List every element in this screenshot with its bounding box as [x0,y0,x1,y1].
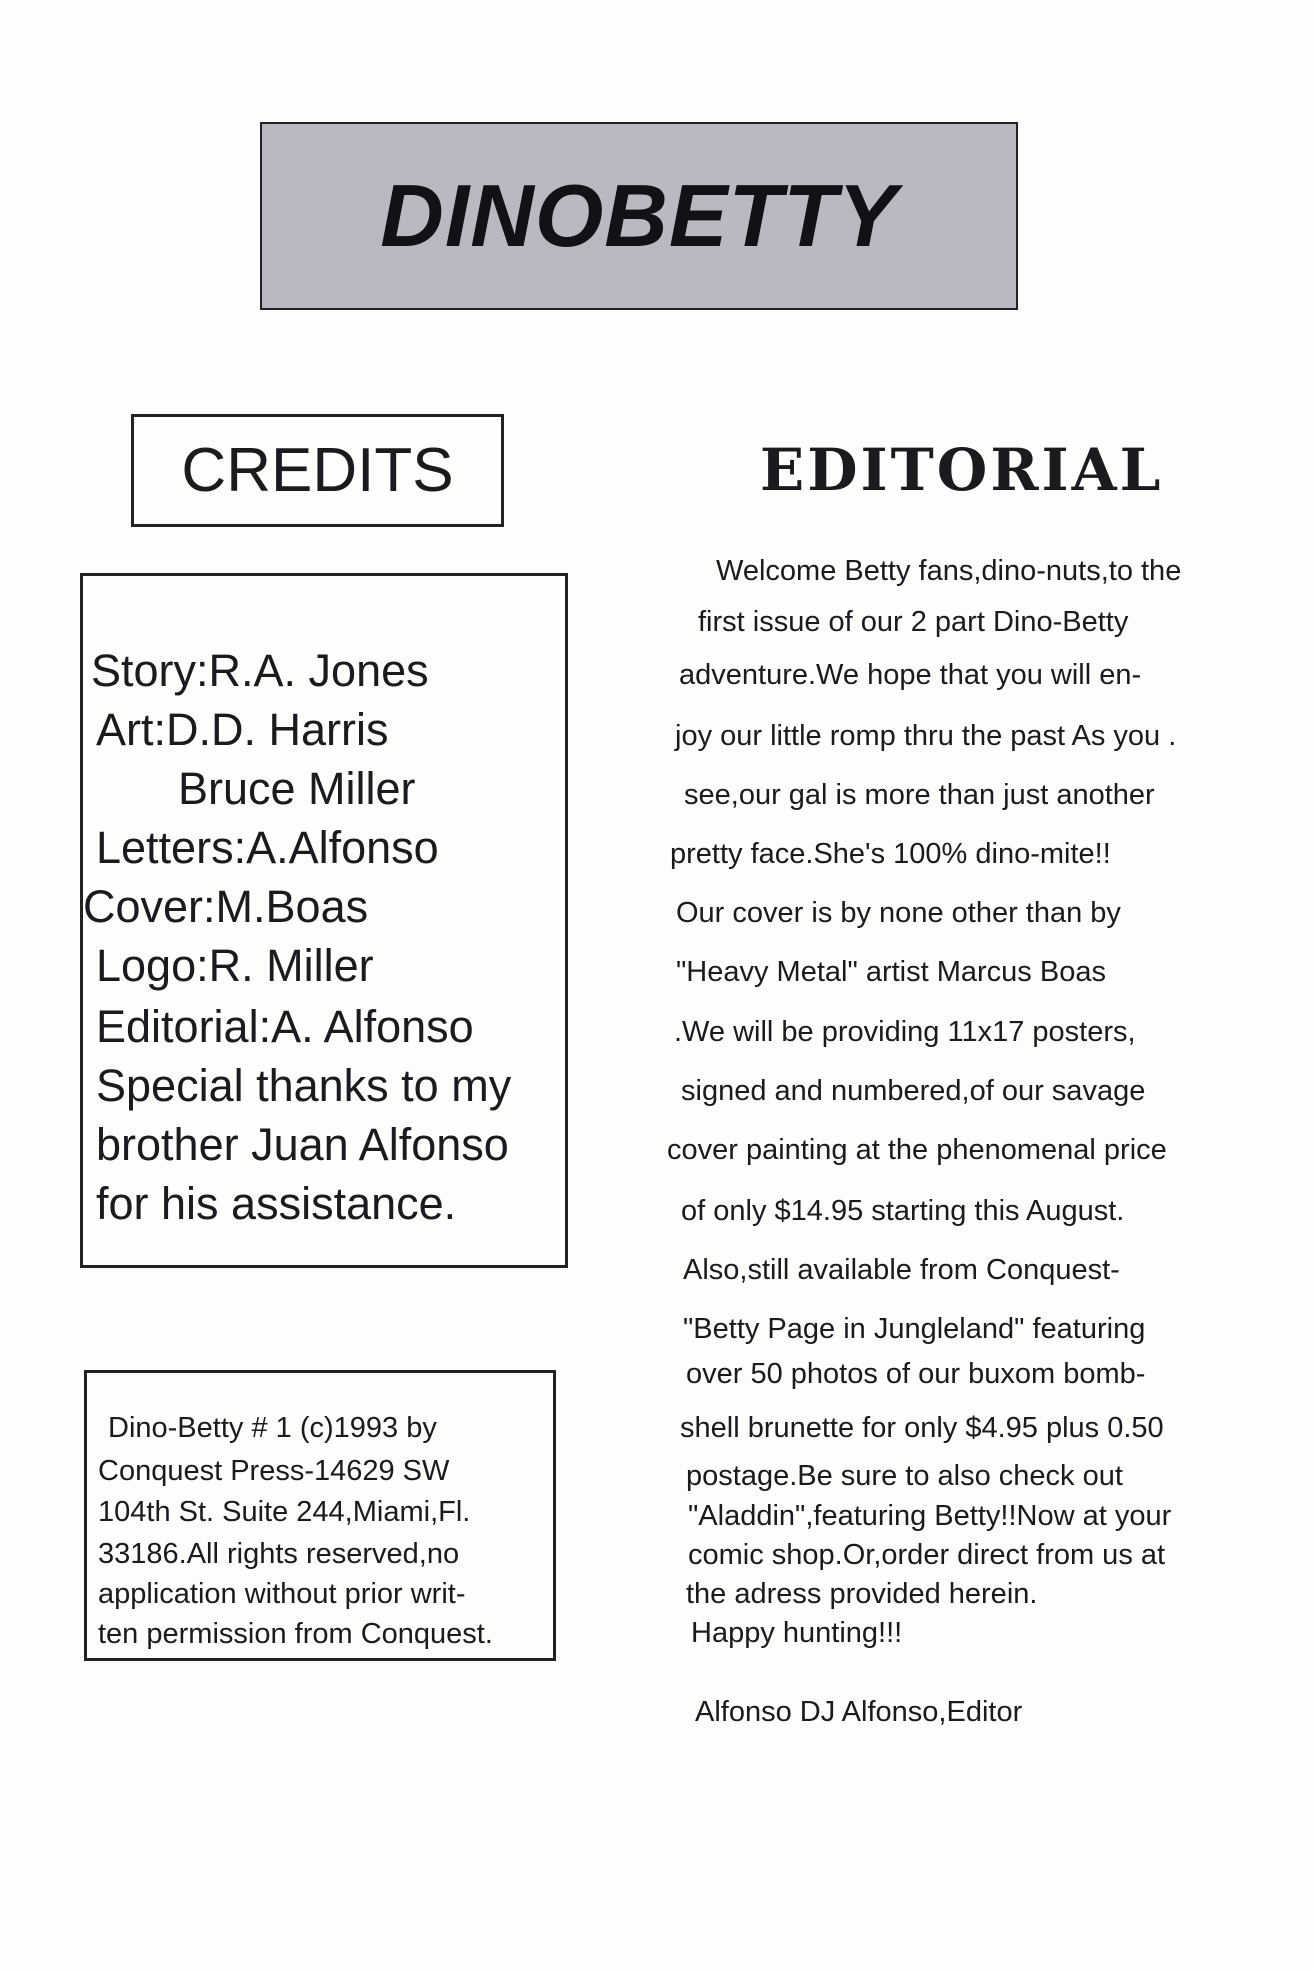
editorial-line: see,our gal is more than just another [684,779,1155,811]
title-banner [260,122,1018,310]
credit-line: Cover:M.Boas [83,881,369,932]
editorial-line: "Betty Page in Jungleland" featuring [683,1313,1146,1345]
copyright-line: Dino-Betty # 1 (c)1993 by [108,1412,437,1444]
credit-line: Story:R.A. Jones [91,645,429,696]
copyright-line: Conquest Press-14629 SW [98,1455,450,1487]
editorial-line: "Aladdin",featuring Betty!!Now at your [688,1500,1172,1532]
copyright-line: ten permission from Conquest. [98,1618,493,1650]
editorial-line: over 50 photos of our buxom bomb- [686,1358,1146,1390]
editorial-line: adventure.We hope that you will en- [679,659,1142,691]
editorial-line: postage.Be sure to also check out [686,1460,1123,1492]
page-title: DINOBETTY [380,166,898,265]
copyright-line: 33186.All rights reserved,no [98,1538,460,1570]
credit-line: Art:D.D. Harris [96,704,389,755]
editorial-line: Happy hunting!!! [691,1617,903,1649]
credit-line: Letters:A.Alfonso [96,822,439,873]
copyright-line: 104th St. Suite 244,Miami,Fl. [98,1496,471,1528]
credit-line: brother Juan Alfonso [96,1119,509,1170]
credit-line: for his assistance. [96,1178,457,1229]
editorial-line: cover painting at the phenomenal price [667,1134,1167,1166]
editorial-line: Welcome Betty fans,dino-nuts,to the [716,555,1182,587]
editorial-line: of only $14.95 starting this August. [681,1195,1125,1227]
editorial-line: pretty face.She's 100% dino-mite!! [670,838,1111,870]
editorial-line: first issue of our 2 part Dino-Betty [698,606,1129,638]
credit-line: Special thanks to my [96,1060,512,1111]
editorial-line: the adress provided herein. [686,1578,1038,1610]
editorial-line: joy our little romp thru the past As you . [675,720,1177,752]
editorial-line: signed and numbered,of our savage [681,1075,1146,1107]
credits-heading: CREDITS [181,436,454,505]
editorial-line: .We will be providing 11x17 posters, [674,1016,1136,1048]
credit-line: Logo:R. Miller [96,940,374,991]
credit-line: Editorial:A. Alfonso [96,1001,474,1052]
editorial-line: comic shop.Or,order direct from us at [688,1539,1166,1571]
editorial-line: "Heavy Metal" artist Marcus Boas [676,956,1106,988]
copyright-line: application without prior writ- [98,1578,466,1610]
editorial-line: shell brunette for only $4.95 plus 0.50 [680,1412,1164,1444]
editorial-line: Also,still available from Conquest- [683,1254,1120,1286]
credits-heading-box [131,414,504,527]
editorial-heading: EDITORIAL [760,436,1164,504]
credit-line: Bruce Miller [178,763,416,814]
editorial-line: Our cover is by none other than by [676,897,1121,929]
editorial-signature: Alfonso DJ Alfonso,Editor [695,1696,1023,1728]
